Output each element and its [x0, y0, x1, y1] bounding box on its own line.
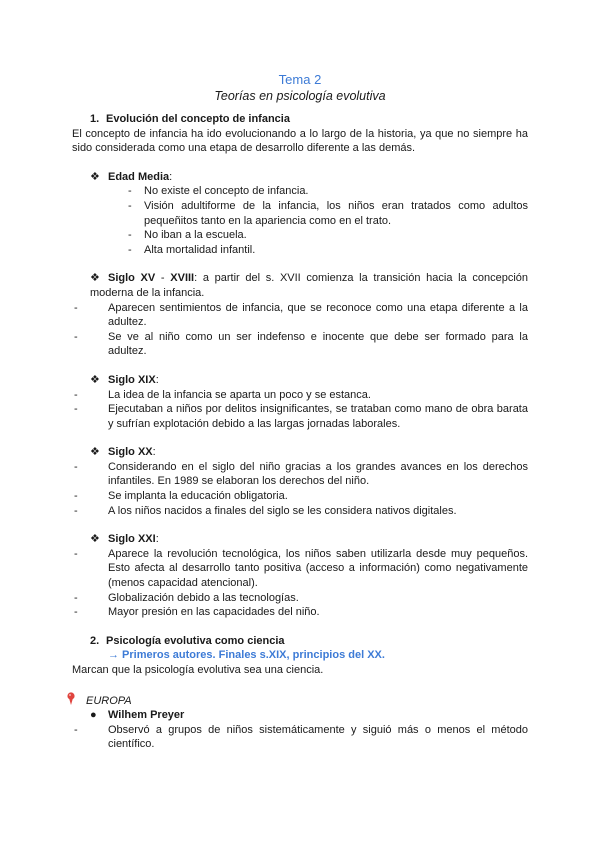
diamond-bullet-icon: ❖	[90, 533, 100, 546]
list-item: - Se implanta la educación obligatoria.	[72, 489, 528, 504]
era-suffix: :	[169, 170, 173, 183]
section-1-heading	[72, 112, 528, 127]
list-item: - Aparece la revolución tecnológica, los niños saben utilizarla desde muy pequeños. Esto afecta al desarrollo tanto positiva (acceso a información) como negativamente (menos capacidad atencional).	[72, 547, 528, 591]
list-item: - Ejecutaban a niños por delitos insignificantes, se trataban como mano de obra barata y sufrían explotación debido a las largas jornadas laborales.	[72, 402, 528, 431]
list-item: - A los niños nacidos a finales del siglo se les considera nativos digitales.	[72, 504, 528, 519]
list-item: - Considerando en el siglo del niño gracias a los grandes avances en los derechos infantiles. En 1989 se elaboran los derechos del niño.	[72, 460, 528, 489]
era-suffix: :	[155, 533, 159, 546]
section-2-heading	[72, 634, 528, 649]
section-1-number: 1.	[90, 113, 100, 125]
list-item: - Mayor presión en las capacidades del niño.	[72, 605, 528, 620]
era-name: Siglo XX	[108, 446, 153, 459]
era-suffix: :	[155, 373, 159, 386]
era-name: Siglo XV	[108, 272, 156, 285]
section-2-subheading: → Primeros autores. Finales s.XIX, principios del XX.	[108, 649, 385, 662]
list-item: - Globalización debido a las tecnologías.	[72, 591, 528, 606]
list-item: - Observó a grupos de niños sistemáticamente y siguió más o menos el método científico.	[72, 723, 528, 752]
era-heading-siglo-xix	[72, 373, 528, 388]
bullet-icon: ●	[90, 709, 97, 722]
section-2-number: 2.	[90, 634, 100, 647]
era-name: Siglo XXI	[108, 533, 156, 546]
era-heading-siglo-xx	[72, 445, 528, 460]
list-item: - La idea de la infancia se aparta un poco y se estanca.	[72, 388, 528, 403]
diamond-bullet-icon: ❖	[90, 272, 100, 285]
era-heading-siglo-xv-xviii	[72, 271, 528, 300]
region-heading-europa	[72, 692, 528, 709]
page-title: Tema 2	[278, 72, 322, 87]
era-name: Siglo XIX	[108, 373, 156, 386]
region-label: EUROPA	[86, 694, 132, 707]
era-heading-edad-media	[72, 170, 528, 185]
author-name: Wilhem Preyer	[108, 709, 185, 722]
era-suffix: : a partir del s. XVII comienza la transición hacia la concepción moderna de la infancia.	[90, 272, 528, 299]
diamond-bullet-icon: ❖	[90, 446, 100, 459]
map-pin-icon	[72, 692, 86, 704]
list-item: - Se ve al niño como un ser indefenso e inocente que debe ser formado para la adultez.	[72, 330, 528, 359]
era-heading-siglo-xxi	[72, 532, 528, 547]
era-suffix: :	[152, 446, 156, 459]
list-item: - Alta mortalidad infantil.	[72, 243, 528, 258]
diamond-bullet-icon: ❖	[90, 170, 100, 183]
author-list	[72, 723, 528, 752]
document-page	[72, 72, 528, 752]
list-item: - No existe el concepto de infancia.	[72, 184, 528, 199]
era-list-edad-media	[72, 184, 528, 257]
section-2-intro: Marcan que la psicología evolutiva sea una ciencia.	[72, 664, 324, 676]
author-heading	[72, 708, 528, 723]
era-separator: -	[155, 272, 171, 285]
era-list-siglo-xv-xviii	[72, 301, 528, 359]
diamond-bullet-icon: ❖	[90, 373, 100, 386]
page-subtitle: Teorías en psicología evolutiva	[214, 89, 386, 103]
list-item: - No iban a la escuela.	[72, 228, 528, 243]
list-item: - Aparecen sentimientos de infancia, que se reconoce como una etapa diferente a la adultez.	[72, 301, 528, 330]
era-list-siglo-xix	[72, 388, 528, 432]
era-list-siglo-xx	[72, 460, 528, 518]
era-name-2: XVIII	[170, 272, 195, 285]
section-1-intro: El concepto de infancia ha ido evolucionando a lo largo de la historia, ya que no siempre ha sido considerada como una etapa de desarrollo diferente a las demás.	[72, 127, 528, 155]
list-item: - Visión adultiforme de la infancia, los niños eran tratados como adultos pequeñitos tanto en la apariencia como en el trato.	[72, 199, 528, 228]
section-1-title: Evolución del concepto de infancia	[106, 113, 290, 125]
era-list-siglo-xxi	[72, 547, 528, 620]
era-name: Edad Media	[108, 170, 170, 183]
section-2-title: Psicología evolutiva como ciencia	[106, 634, 285, 647]
